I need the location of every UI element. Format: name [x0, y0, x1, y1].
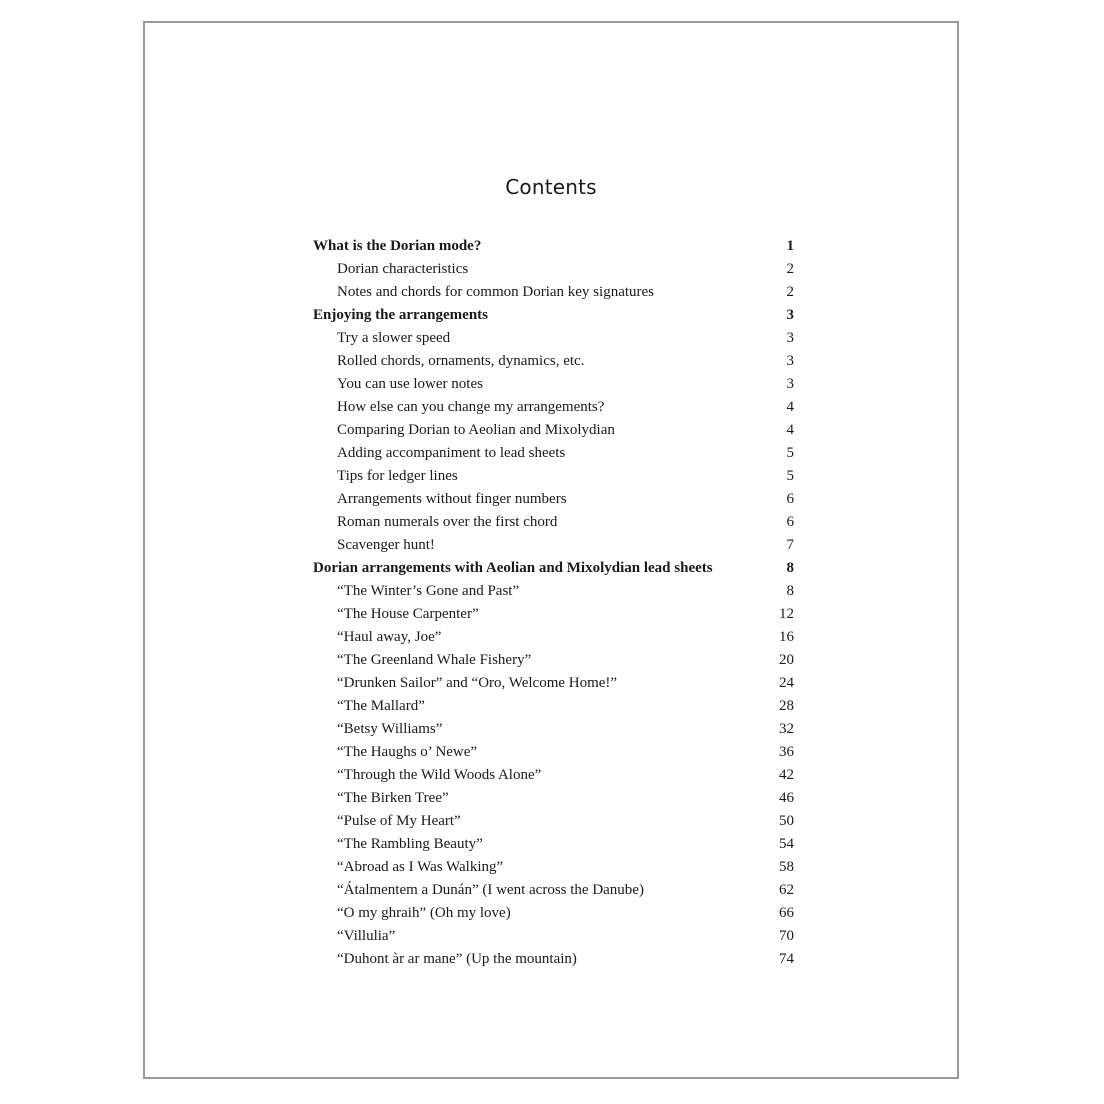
toc-subsection-entry[interactable] [313, 534, 794, 557]
toc-page-number: 5 [786, 468, 794, 484]
toc-page-number: 1 [786, 238, 794, 254]
toc-page-number: 74 [779, 951, 794, 967]
toc-subsection-entry[interactable] [313, 419, 794, 442]
toc-entry-label: “Duhont àr ar mane” (Up the mountain) [337, 951, 577, 967]
toc-section-entry[interactable] [313, 304, 794, 327]
toc-entry-label: “The Winter’s Gone and Past” [337, 583, 520, 599]
toc-subsection-entry[interactable] [313, 281, 794, 304]
page-title: Contents [505, 175, 597, 199]
toc-page-number: 2 [786, 261, 794, 277]
toc-entry-label: “Drunken Sailor” and “Oro, Welcome Home!” [337, 675, 618, 691]
toc-entry-label: “Pulse of My Heart” [337, 813, 461, 829]
toc-entry-label: Try a slower speed [337, 330, 451, 346]
toc-entry-label: Dorian characteristics [337, 261, 469, 277]
toc-subsection-entry[interactable] [313, 488, 794, 511]
toc-entry-label: Roman numerals over the first chord [337, 514, 558, 530]
toc-entry-label: “The Haughs o’ Newe” [337, 744, 478, 760]
toc-entry-label: Scavenger hunt! [337, 537, 435, 553]
toc-subsection-entry[interactable] [313, 672, 794, 695]
toc-subsection-entry[interactable] [313, 373, 794, 396]
toc-subsection-entry[interactable] [313, 741, 794, 764]
toc-entry-label: Comparing Dorian to Aeolian and Mixolydian [337, 422, 615, 438]
toc-page-number: 4 [786, 422, 794, 438]
toc-entry-label: “Abroad as I Was Walking” [337, 859, 504, 875]
toc-subsection-entry[interactable] [313, 856, 794, 879]
toc-section-entry[interactable] [313, 235, 794, 258]
toc-page-number: 3 [786, 330, 794, 346]
toc-subsection-entry[interactable] [313, 833, 794, 856]
toc-subsection-entry[interactable] [313, 787, 794, 810]
toc-page-number: 32 [779, 721, 794, 737]
toc-subsection-entry[interactable] [313, 511, 794, 534]
toc-page-number: 50 [779, 813, 794, 829]
toc-page-number: 7 [786, 537, 794, 553]
toc-entry-label: “The Mallard” [337, 698, 425, 714]
toc-entry-label: “Haul away, Joe” [337, 629, 442, 645]
toc-entry-label: “Átalmentem a Dunán” (I went across the Danube) [337, 882, 644, 898]
toc-page-number: 62 [779, 882, 794, 898]
toc-page-number: 2 [786, 284, 794, 300]
toc-subsection-entry[interactable] [313, 580, 794, 603]
toc-entry-label: Enjoying the arrangements [313, 307, 488, 323]
toc-entry-label: “Villulia” [337, 928, 396, 944]
toc-page-number: 58 [779, 859, 794, 875]
toc-page-number: 70 [779, 928, 794, 944]
toc-subsection-entry[interactable] [313, 603, 794, 626]
toc-page-number: 3 [786, 353, 794, 369]
toc-subsection-entry[interactable] [313, 327, 794, 350]
toc-subsection-entry[interactable] [313, 695, 794, 718]
toc-page-number: 20 [779, 652, 794, 668]
toc-page-number: 66 [779, 905, 794, 921]
toc-subsection-entry[interactable] [313, 764, 794, 787]
toc-entry-label: “The Birken Tree” [337, 790, 449, 806]
toc-section-entry[interactable] [313, 557, 794, 580]
toc-entry-label: What is the Dorian mode? [313, 238, 482, 254]
toc-subsection-entry[interactable] [313, 442, 794, 465]
toc-entry-label: Notes and chords for common Dorian key signatures [337, 284, 655, 300]
toc-entry-label: “Betsy Williams” [337, 721, 443, 737]
toc-page-number: 16 [779, 629, 794, 645]
toc-page-number: 6 [786, 514, 794, 530]
toc-entry-label: Adding accompaniment to lead sheets [337, 445, 566, 461]
toc-entry-label: “The Rambling Beauty” [337, 836, 483, 852]
toc-page-number: 24 [779, 675, 794, 691]
table-of-contents [313, 235, 794, 971]
toc-page-number: 4 [786, 399, 794, 415]
toc-entry-label: Rolled chords, ornaments, dynamics, etc. [337, 353, 585, 369]
toc-subsection-entry[interactable] [313, 396, 794, 419]
toc-entry-label: Tips for ledger lines [337, 468, 458, 484]
toc-page-number: 8 [786, 560, 794, 576]
toc-page-number: 46 [779, 790, 794, 806]
toc-entry-label: “The House Carpenter” [337, 606, 479, 622]
toc-entry-label: Arrangements without finger numbers [337, 491, 567, 507]
toc-subsection-entry[interactable] [313, 649, 794, 672]
toc-entry-label: “The Greenland Whale Fishery” [337, 652, 532, 668]
toc-page-number: 5 [786, 445, 794, 461]
toc-subsection-entry[interactable] [313, 258, 794, 281]
toc-subsection-entry[interactable] [313, 465, 794, 488]
toc-subsection-entry[interactable] [313, 879, 794, 902]
toc-entry-label: Dorian arrangements with Aeolian and Mixolydian lead sheets [313, 560, 713, 576]
toc-subsection-entry[interactable] [313, 350, 794, 373]
toc-entry-label: How else can you change my arrangements? [337, 399, 605, 415]
document-page [143, 21, 959, 1079]
toc-subsection-entry[interactable] [313, 718, 794, 741]
toc-subsection-entry[interactable] [313, 626, 794, 649]
toc-page-number: 36 [779, 744, 794, 760]
toc-entry-label: You can use lower notes [337, 376, 483, 392]
toc-entry-label: “O my ghraih” (Oh my love) [337, 905, 511, 921]
toc-page-number: 12 [779, 606, 794, 622]
toc-page-number: 3 [786, 307, 794, 323]
toc-page-number: 28 [779, 698, 794, 714]
toc-subsection-entry[interactable] [313, 902, 794, 925]
toc-subsection-entry[interactable] [313, 925, 794, 948]
toc-page-number: 3 [786, 376, 794, 392]
toc-page-number: 42 [779, 767, 794, 783]
toc-page-number: 54 [779, 836, 794, 852]
toc-entry-label: “Through the Wild Woods Alone” [337, 767, 542, 783]
toc-subsection-entry[interactable] [313, 810, 794, 833]
toc-page-number: 6 [786, 491, 794, 507]
toc-subsection-entry[interactable] [313, 948, 794, 971]
toc-page-number: 8 [786, 583, 794, 599]
